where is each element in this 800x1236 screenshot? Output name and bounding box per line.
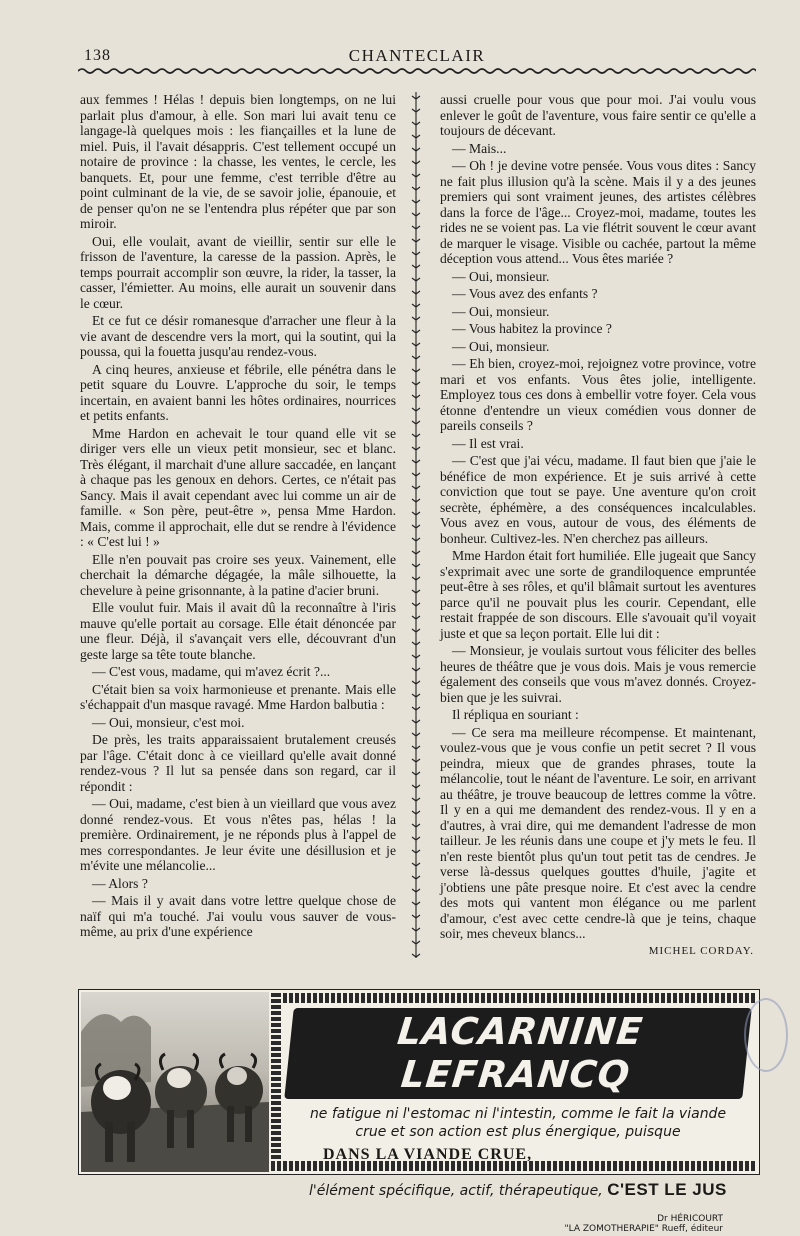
article-left-column <box>80 92 396 942</box>
ad-emphasis: C'EST LE JUS <box>607 1180 727 1199</box>
paragraph: Mme Hardon était fort humiliée. Elle jugeait que Sancy s'exprimait avec une sorte de grandiloquence empruntée peut-être à ses rôles, et qu'il blâmait surtout les aventures parce qu'il ne pouvait plus les courir. Cependant, elle restait frappée de son discours. Elle s'avouait qu'il voyait juste et que sa leçon portait. Elle lui dit : <box>440 548 756 641</box>
library-stamp <box>744 998 788 1072</box>
ad-border <box>271 993 756 1003</box>
paragraph: — Oui, monsieur, c'est moi. <box>92 714 245 730</box>
paragraph: — Mais... <box>452 140 507 156</box>
paragraph: aussi cruelle pour vous que pour moi. J'ai voulu vous enlever le goût de l'aventure, vous faire sentir ce qu'elle a toujours de décevant. <box>440 92 756 138</box>
author-signature: MICHEL CORDAY. <box>648 944 754 957</box>
paragraph: — Alors ? <box>92 875 148 891</box>
paragraph: Elle voulut fuir. Mais il avait dû la reconnaître à l'iris mauve qu'elle portait au corsage. Elle était dénoncée par une fleur. Déjà, il s'avançait vers elle, découvrant d'un geste large sa tête toute blanche. <box>80 600 396 662</box>
ad-border <box>271 993 281 1171</box>
paragraph: — Oui, monsieur. <box>452 338 550 354</box>
page-number: 138 <box>84 47 111 64</box>
paragraph: — Mais il y avait dans votre lettre quelque chose de naïf qui m'a touché. J'ai voulu vous sauver de vous-même, au prix d'une expérience <box>80 893 396 939</box>
ad-credit <box>289 1214 747 1234</box>
column-divider-ornament <box>405 92 427 958</box>
ad-copy-line: crue et son action est plus énergique, puisque <box>355 1124 681 1140</box>
paragraph: — Vous avez des enfants ? <box>452 286 598 301</box>
paragraph: — Oh ! je devine votre pensée. Vous vous dites : Sancy ne fait plus illusion qu'à la scène. Mais il y a des jeunes premiers qui sont vraiment jeunes, des artistes célèbres dans la force de l'âge... Croyez-moi, madame, toutes les rides ne se voient pas. La vie flétrit souvent le cœur avant de marquer le visage. Visible ou cachée, partout la même déception vous attend... Vous êtes mariée ? <box>440 158 756 266</box>
journal-title: CHANTECLAIR <box>348 46 486 65</box>
paragraph: Oui, elle voulait, avant de vieillir, sentir sur elle le frisson de l'aventure, la caresse de la passion. Après, le temps pourrait accomplir son œuvre, la rider, la tasser, la casser, l'émietter. Au moins, elle aurait un souvenir dans le cœur. <box>80 233 396 311</box>
paragraph: — Oui, monsieur. <box>452 268 550 284</box>
ad-copy-text: l'élément spécifique, actif, thérapeutique, <box>309 1183 603 1199</box>
paragraph: — Il est vrai. <box>452 435 524 451</box>
ad-headline: DANS LA VIANDE CRUE, <box>323 1146 533 1163</box>
paragraph: De près, les traits apparaissaient brutalement creusés par l'âge. C'était donc à ce vieillard qu'elle avait donné rendez-vous ? Il lut sa pensée dans son regard, car il répondit : <box>80 732 396 794</box>
paragraph: Et ce fut ce désir romanesque d'arracher une fleur à la vie avant de descendre vers la mort, qui la soutint, qui la poussa, qui la fouetta jusqu'au rendez-vous. <box>80 313 396 359</box>
paragraph: aux femmes ! Hélas ! depuis bien longtemps, on ne lui parlait plus d'amour, à elle. Son mari lui avait tenu ce langage-là quelques mois : les fiançailles et la lune de miel. Puis, il l'avait désappris. C'est tellement occupé un notaire de province : la chasse, les ventes, le cercle, les banquets. Et, pour une femme, c'est terrible d'être au point culminant de la vie, de se savoir jolie, épanouie, et de penser qu'on ne se l'entendra plus répéter que par son miroir. <box>80 92 396 231</box>
paragraph: — Ce sera ma meilleure récompense. Et maintenant, voulez-vous que je vous confie un petit secret ? Il vous peindra, mieux que de grandes phrases, toute la mélancolie, tout le néant de l'aventure. Le soir, en arrivant au théâtre, je trouve beaucoup de lettres comme la vôtre. Il y en a qui me demandent des rendez-vous. Il y en a d'autres, à vrai dire, qui me demandent l'adresse de mon tailleur. Je les réunis dans une coupe et j'y mets le feu. Il n'en reste bientôt plus qu'un tout petit tas de cendres. Je verse là-dessus quelques gouttes d'huile, j'agite et j'obtiens une pâte presque noire. Et c'est avec la cendre des mots qui vantent mon élégance ou me parlent d'amour, c'est avec cette cendre-là que je teins, chaque soir, mes cheveux blancs... <box>440 724 756 941</box>
paragraph: Elle n'en pouvait pas croire ses yeux. Vainement, elle cherchait la démarche dégagée, la mâle silhouette, la chevelure à peine grisonnante, à la patine d'acier bruni. <box>80 551 396 598</box>
paragraph: — Vous habitez la province ? <box>452 321 612 336</box>
ad-copy-line <box>289 1181 747 1200</box>
paragraph: Mme Hardon en achevait le tour quand elle vit se diriger vers elle un vieux petit monsieur, sec et blanc. Très élégant, il marchait d'une allure saccadée, en lançant à chaque pas les genoux en dehors. Certes, ce n'était pas Sancy. Mais il avait cependant avec lui comme un air de famille. « Son père, peut-être », pensa Mme Hardon. Mais, comme il approchait, elle dut se rendre à l'évidence : « C'est lui ! » <box>80 425 396 549</box>
paragraph: A cinq heures, anxieuse et fébrile, elle pénétra dans le petit square du Louvre. L'approche du soir, le temps incertain, en avaient banni les hôtes ordinaires, nourrices et petits enfants. <box>80 361 396 423</box>
paragraph: — Monsieur, je voulais surtout vous féliciter des belles heures de théâtre que je vous dois. Mais je vous remercie également des conseils que vous m'avez donnés. Croyez-bien que je les suivrai. <box>440 643 756 705</box>
paragraph: — Oui, monsieur. <box>452 303 550 319</box>
header-rule <box>78 66 756 76</box>
paragraph: C'était bien sa voix harmonieuse et prenante. Mais elle s'échappait d'un masque ravagé. Mme Hardon balbutia : <box>80 681 396 712</box>
advertisement <box>78 989 760 1234</box>
paragraph: — Eh bien, croyez-moi, rejoignez votre province, votre mari et vos enfants. Vous êtes jolie, intelligente. Employez tous ces dons à embellir votre foyer. Cela vous étonne d'entendre un vieux comédien vous donner de pareils conseils ? <box>440 356 756 433</box>
oxen-photo <box>81 992 269 1172</box>
ad-credit-author: Dr HÉRICOURT <box>657 1214 723 1224</box>
paragraph: Il répliqua en souriant : <box>452 707 579 722</box>
ad-text-panel <box>289 1008 747 1234</box>
brand-logo: LACARNINE LEFRANCQ <box>284 1008 752 1099</box>
paragraph: — C'est vous, madame, qui m'avez écrit ?... <box>92 664 331 679</box>
paragraph: — Oui, madame, c'est bien à un vieillard que vous avez donné rendez-vous. Et vous n'êtes pas, hélas ! la première. Ordinairement, je ne réponds plus à l'appel de mes correspondantes. Je leur évite une désillusion et je m'évite une mélancolie... <box>80 796 396 873</box>
ad-copy-line: ne fatigue ni l'estomac ni l'intestin, comme le fait la viande <box>309 1106 727 1122</box>
ad-credit-publisher: "LA ZOMOTHERAPIE" Rueff, éditeur <box>564 1224 723 1234</box>
paragraph: — C'est que j'ai vécu, madame. Il faut bien que j'aie le bénéfice de mon expérience. Et je suis arrivé à cette conviction que tout se paye. Une aventure qu'on croit secrète, éphémère, a des conséquences incalculables. Vous avez en vous, autour de vous, des éléments de bonheur. Cultivez-les. N'en cherchez pas ailleurs. <box>440 453 756 546</box>
article-right-column <box>440 92 756 959</box>
